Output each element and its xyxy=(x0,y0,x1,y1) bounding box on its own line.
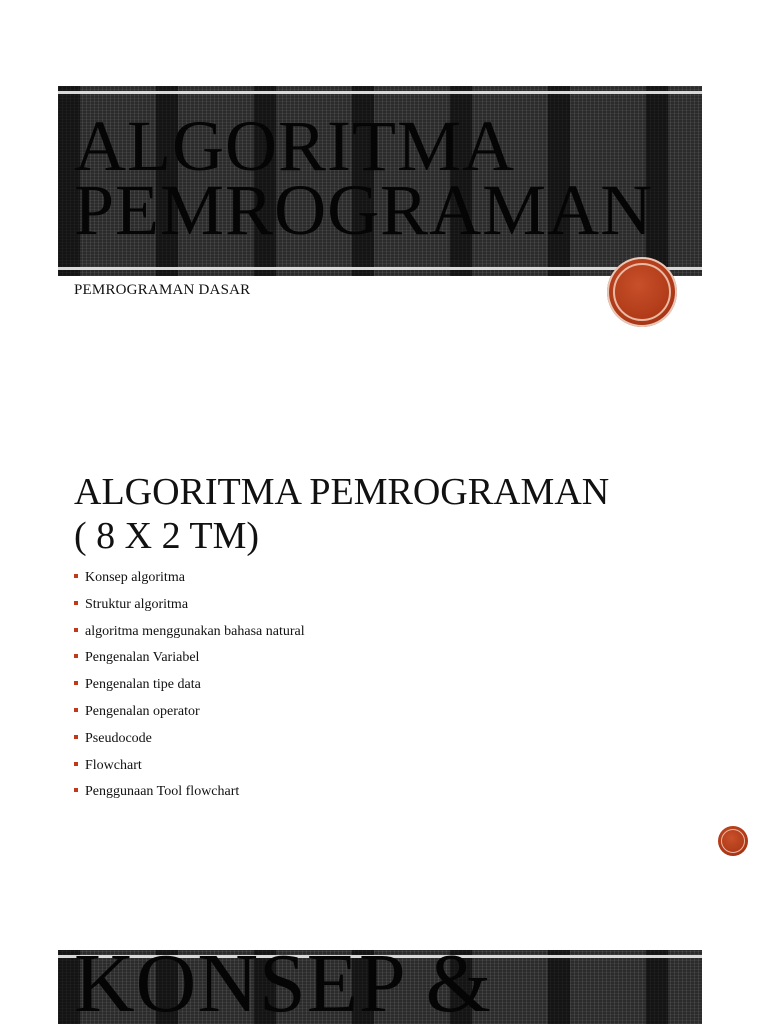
list-item-text: Struktur algoritma xyxy=(85,596,189,612)
bullet-icon xyxy=(74,735,78,739)
bullet-list xyxy=(74,568,305,809)
title-banner-slide3 xyxy=(58,950,702,1024)
list-item-text: Penggunaan Tool flowchart xyxy=(85,784,240,800)
slide2-title xyxy=(74,470,609,558)
bullet-icon xyxy=(74,628,78,632)
bullet-icon xyxy=(74,762,78,766)
bullet-icon xyxy=(74,601,78,605)
list-item xyxy=(74,622,305,649)
bullet-icon xyxy=(74,788,78,792)
list-item-text: Flowchart xyxy=(85,757,142,773)
decorative-circle-small xyxy=(718,826,748,856)
list-item xyxy=(74,568,305,595)
bullet-icon xyxy=(74,574,78,578)
bullet-icon xyxy=(74,708,78,712)
slide1-subtitle: PEMROGRAMAN DASAR xyxy=(74,282,251,298)
list-item xyxy=(74,756,305,783)
list-item xyxy=(74,675,305,702)
list-item-text: Konsep algoritma xyxy=(85,570,185,585)
banner-bottom-rule xyxy=(58,267,702,270)
list-item xyxy=(74,782,305,809)
slide1-title-line1: ALGORITMA xyxy=(74,106,515,186)
banner-top-rule xyxy=(58,91,702,94)
title-banner xyxy=(58,86,702,276)
slide2-title-line2: ( 8 X 2 TM) xyxy=(74,515,260,557)
decorative-circle xyxy=(607,257,677,327)
bullet-icon xyxy=(74,681,78,685)
slide1-title-line2: PEMROGRAMAN xyxy=(74,170,654,250)
list-item xyxy=(74,702,305,729)
list-item xyxy=(74,729,305,756)
list-item xyxy=(74,648,305,675)
list-item-text: Pengenalan operator xyxy=(85,703,200,719)
slide3-title: KONSEP & xyxy=(74,950,492,1024)
list-item-text: Pseudocode xyxy=(85,730,152,746)
list-item-text: algoritma menggunakan bahasa natural xyxy=(85,623,305,639)
list-item xyxy=(74,595,305,622)
slide2-title-line1: ALGORITMA PEMROGRAMAN xyxy=(74,471,610,513)
slide1-title xyxy=(74,106,654,250)
list-item-text: Pengenalan Variabel xyxy=(85,650,200,666)
bullet-icon xyxy=(74,654,78,658)
list-item-text: Pengenalan tipe data xyxy=(85,677,201,693)
